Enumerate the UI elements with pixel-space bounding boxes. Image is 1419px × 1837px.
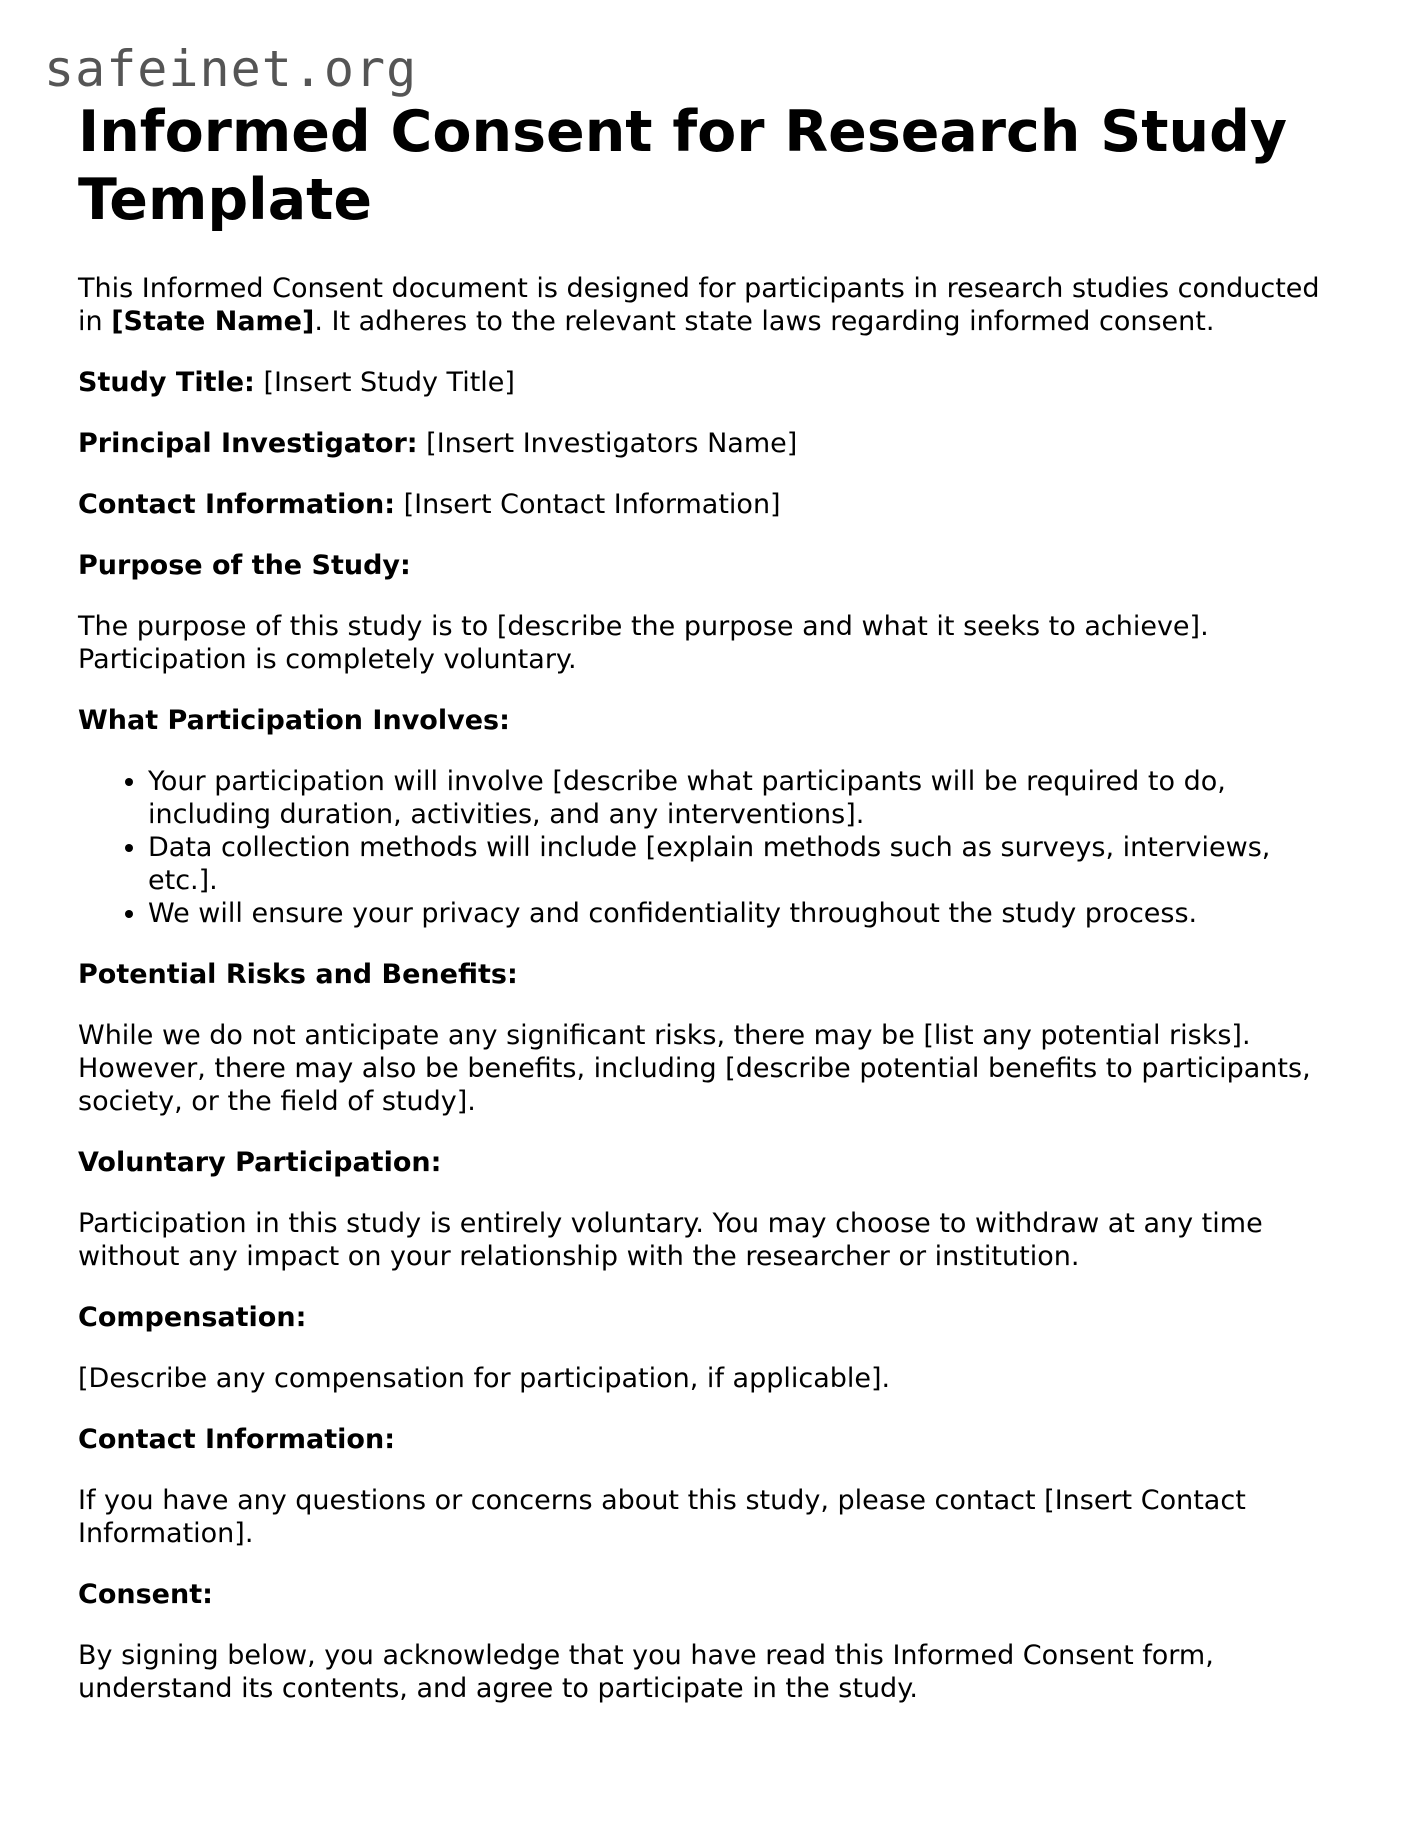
contact-text: If you have any questions or concerns about this study, please contact [Insert Contact Information]. bbox=[78, 1485, 1246, 1549]
principal-investigator-label: Principal Investigator: bbox=[78, 428, 418, 459]
principal-investigator-field bbox=[78, 427, 1348, 460]
compensation-text: [Describe any compensation for participation, if applicable]. bbox=[78, 1363, 891, 1394]
principal-investigator-value: [Insert Investigators Name] bbox=[417, 428, 798, 459]
list-item: • We will ensure your privacy and confidentiality throughout the study process. bbox=[148, 897, 1348, 930]
risks-heading: Potential Risks and Benefits: bbox=[78, 959, 518, 990]
list-item: • Your participation will involve [describe what participants will be required to do, including duration, activities, and any interventions]. bbox=[148, 765, 1348, 831]
risks-text: While we do not anticipate any significant risks, there may be [list any potential risks]. However, there may also be benefits, including [describe potential benefits to participants, society, or the field of study]. bbox=[78, 1020, 1311, 1117]
purpose-text: The purpose of this study is to [describe the purpose and what it seeks to achieve]. Participation is completely voluntary. bbox=[78, 611, 1209, 675]
contact-information-value: [Insert Contact Information] bbox=[395, 489, 781, 520]
consent-heading: Consent: bbox=[78, 1579, 213, 1610]
contact-information-label: Contact Information: bbox=[78, 489, 395, 520]
compensation-heading: Compensation: bbox=[78, 1302, 307, 1333]
intro-paragraph bbox=[78, 272, 1348, 338]
document-title: Informed Consent for Research Study Template bbox=[78, 99, 1288, 233]
involves-heading: What Participation Involves: bbox=[78, 705, 510, 736]
purpose-heading: Purpose of the Study: bbox=[78, 550, 411, 581]
intro-text-after: . It adheres to the relevant state laws regarding informed consent. bbox=[314, 306, 1215, 337]
watermark-text: safeinet.org bbox=[44, 40, 418, 98]
study-title-label: Study Title: bbox=[78, 367, 255, 398]
study-title-field bbox=[78, 366, 1348, 399]
study-title-value: [Insert Study Title] bbox=[254, 367, 515, 398]
consent-text: By signing below, you acknowledge that you have read this Informed Consent form, understand its contents, and agree to participate in the study. bbox=[78, 1640, 1214, 1704]
contact-information-field bbox=[78, 488, 1348, 521]
voluntary-text: Participation in this study is entirely voluntary. You may choose to withdraw at any time without any impact on your relationship with the researcher or institution. bbox=[78, 1208, 1263, 1272]
document-page bbox=[78, 98, 1348, 1733]
state-name-placeholder: [State Name] bbox=[111, 306, 315, 337]
list-item: • Data collection methods will include [explain methods such as surveys, interviews, etc.]. bbox=[148, 831, 1348, 897]
involves-list bbox=[78, 765, 1348, 930]
contact-heading: Contact Information: bbox=[78, 1424, 395, 1455]
voluntary-heading: Voluntary Participation: bbox=[78, 1147, 442, 1178]
intro-text-before: This Informed Consent document is designed for participants in research studies conducted in bbox=[78, 273, 1320, 337]
